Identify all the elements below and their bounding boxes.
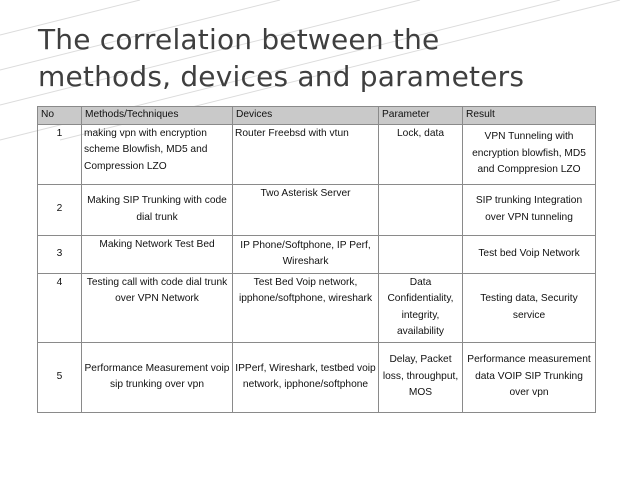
header-result: Result (463, 107, 596, 125)
row-parameter (379, 184, 463, 235)
header-no: No (38, 107, 82, 125)
header-methods: Methods/Techniques (82, 107, 233, 125)
row-devices: Test Bed Voip network, ipphone/softphone, wireshark (233, 273, 379, 342)
table-row (38, 124, 596, 184)
table-row (38, 273, 596, 342)
row-no: 5 (38, 342, 82, 412)
row-no: 2 (38, 184, 82, 235)
row-method: Making Network Test Bed (82, 235, 233, 273)
row-devices: Router Freebsd with vtun (233, 124, 379, 184)
row-method: making vpn with encryption scheme Blowfish, MD5 and Compression LZO (82, 124, 233, 184)
row-result: Testing data, Security service (463, 273, 596, 342)
title-line-1: The correlation between the (38, 23, 440, 56)
row-parameter: Data Confidentiality, integrity, availability (379, 273, 463, 342)
table-row (38, 235, 596, 273)
row-method: Testing call with code dial trunk over VPN Network (82, 273, 233, 342)
row-result: Test bed Voip Network (463, 235, 596, 273)
row-result: VPN Tunneling with encryption blowfish, MD5 and Comppresion LZO (463, 124, 596, 184)
correlation-table (37, 106, 596, 413)
row-devices: Two Asterisk Server (233, 184, 379, 235)
slide-title (38, 21, 628, 95)
table-header-row (38, 107, 596, 125)
row-result: Performance measurement data VOIP SIP Trunking over vpn (463, 342, 596, 412)
row-method: Making SIP Trunking with code dial trunk (82, 184, 233, 235)
header-devices: Devices (233, 107, 379, 125)
row-no: 1 (38, 124, 82, 184)
row-method: Performance Measurement voip sip trunking over vpn (82, 342, 233, 412)
header-parameter: Parameter (379, 107, 463, 125)
row-devices: IP Phone/Softphone, IP Perf, Wireshark (233, 235, 379, 273)
row-parameter: Lock, data (379, 124, 463, 184)
row-no: 3 (38, 235, 82, 273)
row-parameter (379, 235, 463, 273)
row-devices: IPPerf, Wireshark, testbed voip network, ipphone/softphone (233, 342, 379, 412)
row-parameter: Delay, Packet loss, throughput, MOS (379, 342, 463, 412)
row-no: 4 (38, 273, 82, 342)
table-row (38, 184, 596, 235)
row-result: SIP trunking Integration over VPN tunneling (463, 184, 596, 235)
title-line-2: methods, devices and parameters (38, 60, 525, 93)
table-row (38, 342, 596, 412)
